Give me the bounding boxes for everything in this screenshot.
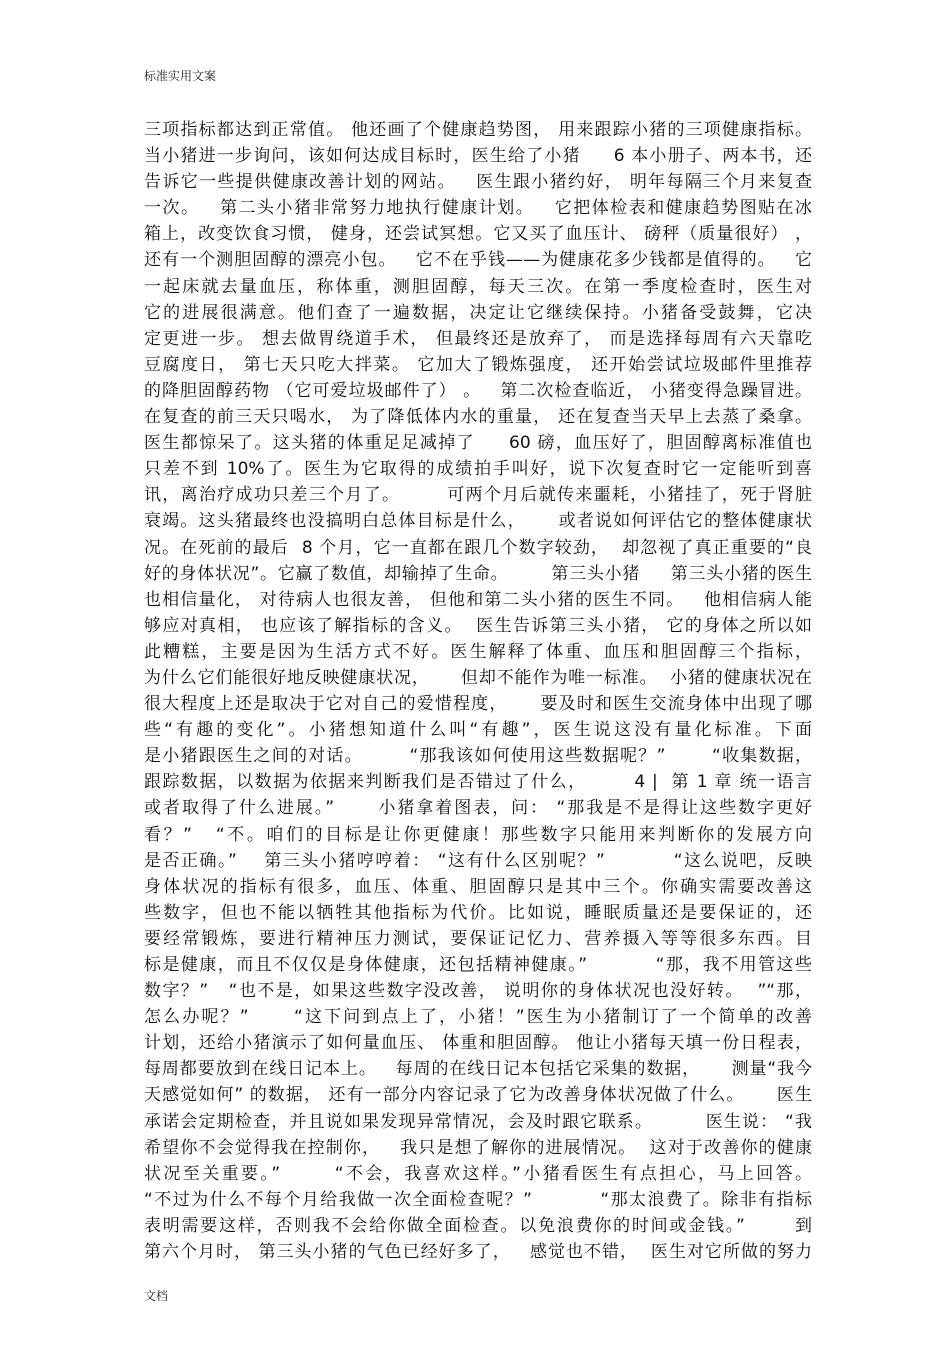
body-line: 跟踪数据，以数据为依据来判断我们是否错过了什么， 4 | 第 1 章 统一语言 [144, 772, 812, 793]
body-line: 身体状况的指标有很多，血压、体重、胆固醇只是其中三个。你确实需要改善这 [144, 876, 812, 897]
document-body [144, 117, 812, 1265]
body-line: 为什么它们能很好地反映健康状况， 但却不能作为唯一标准。 小猪的健康状况在 [144, 667, 812, 688]
body-line: 豆腐度日， 第七天只吃大拌菜。 它加大了锻炼强度， 还开始尝试垃圾邮件里推荐 [144, 354, 812, 375]
body-line: 很大程度上还是取决于它对自己的爱惜程度， 要及时和医生交流身体中出现了哪 [144, 694, 812, 715]
body-line: 当小猪进一步询问，该如何达成目标时，医生给了小猪 6 本小册子、两本书，还 [144, 146, 812, 167]
body-line: 怎么办呢？” “这下问到点上了，小猪！”医生为小猪制订了一个简单的改善 [144, 1007, 812, 1028]
body-line: “不过为什么不每个月给我做一次全面检查呢？” “那太浪费了。除非有指标 [144, 1189, 812, 1210]
body-line: 够应对真相， 也应该了解指标的含义。 医生告诉第三头小猪， 它的身体之所以如 [144, 615, 812, 636]
body-line: 此糟糕，主要是因为生活方式不好。医生解释了体重、血压和胆固醇三个指标， [144, 641, 812, 662]
body-line: 箱上，改变饮食习惯， 健身，还尝试冥想。它又买了血压计、 磅秤（质量很好） ， [144, 224, 812, 245]
body-line: 它的进展很满意。他们查了一遍数据，决定让它继续保持。小猪备受鼓舞，它决 [144, 302, 812, 323]
body-line: 承诺会定期检查，并且说如果发现异常情况，会及时跟它联系。 医生说： “我 [144, 1111, 812, 1132]
body-line: 些数字，但也不能以牺牲其他指标为代价。比如说，睡眠质量还是要保证的，还 [144, 902, 812, 923]
body-line: 每周都要放到在线日记本上。 每周的在线日记本包括它采集的数据， 测量“我今 [144, 1059, 812, 1080]
body-line: 还有一个测胆固醇的漂亮小包。 它不在乎钱——为健康花多少钱都是值得的。 它 [144, 250, 812, 271]
body-line: 标是健康，而且不仅仅是身体健康，还包括精神健康。” “那，我不用管这些 [144, 955, 812, 975]
body-line: 只差不到 10%了。医生为它取得的成绩拍手叫好，说下次复查时它一定能听到喜 [144, 459, 812, 480]
body-line: 好的身体状况”。它赢了数值，却输掉了生命。 第三头小猪 第三头小猪的医生 [144, 563, 812, 584]
body-line: 讯，离治疗成功只差三个月了。 可两个月后就传来噩耗，小猪挂了，死于肾脏 [144, 485, 812, 506]
body-line: 些“有趣的变化”。小猪想知道什么叫“有趣”，医生说这没有量化标准。下面 [144, 720, 812, 741]
body-line: 三项指标都达到正常值。 他还画了个健康趋势图， 用来跟踪小猪的三项健康指标。 [144, 120, 812, 140]
body-line: 衰竭。这头猪最终也没搞明白总体目标是什么， 或者说如何评估它的整体健康状 [144, 511, 812, 532]
body-line: 是否正确。” 第三头小猪哼哼着： “这有什么区别呢？” “这么说吧，反映 [144, 850, 812, 871]
body-line: 状况至关重要。” “不会，我喜欢这样。”小猪看医生有点担心，马上回答。 [144, 1163, 812, 1184]
body-line: 一次。 第二头小猪非常努力地执行健康计划。 它把体检表和健康趋势图贴在冰 [144, 198, 812, 219]
body-line: 看？” “不。咱们的目标是让你更健康！那些数字只能用来判断你的发展方向 [144, 824, 812, 845]
body-line: 的降胆固醇药物 （它可爱垃圾邮件了） 。 第二次检查临近， 小猪变得急躁冒进。 [144, 380, 812, 401]
body-line: 计划，还给小猪演示了如何量血压、 体重和胆固醇。 他让小猪每天填一份日程表， [144, 1033, 812, 1054]
body-line: 告诉它一些提供健康改善计划的网站。 医生跟小猪约好， 明年每隔三个月来复查 [144, 172, 812, 193]
page-header: 标准实用文案 [144, 69, 217, 83]
body-line: 也相信量化， 对待病人也很友善， 但他和第二头小猪的医生不同。 他相信病人能 [144, 589, 812, 610]
body-line: 数字？” “也不是，如果这些数字没改善， 说明你的身体状况也没好转。 ”“那， [144, 981, 812, 1002]
body-line: 第六个月时， 第三头小猪的气色已经好多了， 感觉也不错， 医生对它所做的努力 [144, 1242, 812, 1263]
body-line: 在复查的前三天只喝水， 为了降低体内水的重量， 还在复查当天早上去蒸了桑拿。 [144, 407, 812, 428]
page-footer: 文档 [144, 1289, 169, 1303]
body-line: 要经常锻炼，要进行精神压力测试，要保证记忆力、营养摄入等等很多东西。目 [144, 928, 812, 949]
body-line: 表明需要这样，否则我不会给你做全面检查。以免浪费你的时间或金钱。” 到 [144, 1215, 812, 1236]
body-line: 医生都惊呆了。这头猪的体重足足减掉了 60 磅，血压好了，胆固醇离标准值也 [144, 433, 812, 454]
body-line: 天感觉如何” 的数据， 还有一部分内容记录了它为改善身体状况做了什么。 医生 [144, 1085, 812, 1106]
body-line: 是小猪跟医生之间的对话。 “那我该如何使用这些数据呢？” “收集数据， [144, 746, 812, 767]
body-line: 希望你不会觉得我在控制你， 我只是想了解你的进展情况。 这对于改善你的健康 [144, 1137, 812, 1158]
body-line: 一起床就去量血压，称体重，测胆固醇，每天三次。在第一季度检查时，医生对 [144, 276, 812, 297]
body-line: 定更进一步。 想去做胃绕道手术， 但最终还是放弃了， 而是选择每周有六天靠吃 [144, 328, 812, 349]
body-line: 或者取得了什么进展。” 小猪拿着图表，问： “那我是不是得让这些数字更好 [144, 798, 812, 819]
body-line: 况。在死前的最后 8 个月，它一直都在跟几个数字较劲， 却忽视了真正重要的“良 [144, 537, 812, 558]
